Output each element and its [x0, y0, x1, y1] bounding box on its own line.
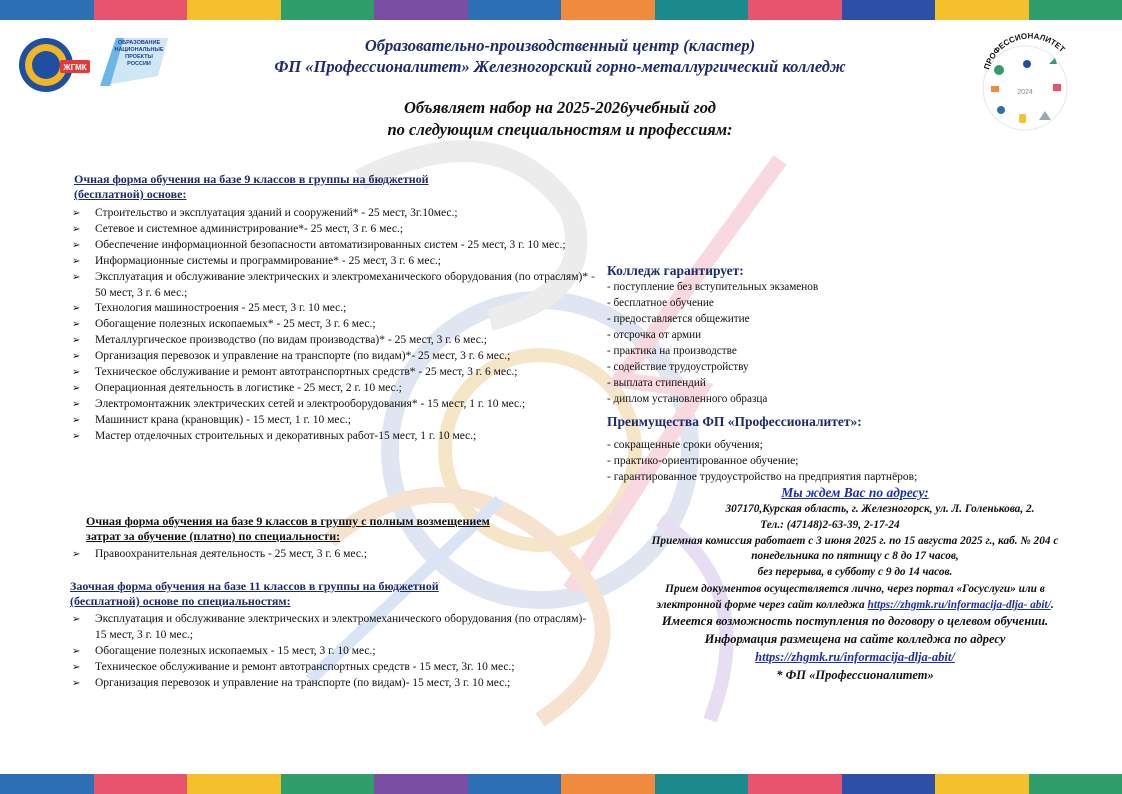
target-contract-line: Имеется возможность поступления по договору о целевом обучении. [661, 614, 1049, 628]
arrow-bullet-icon: ➢ [72, 351, 81, 363]
section3-item [70, 676, 595, 692]
footnote: * ФП «Профессионалитет» [776, 668, 934, 682]
section3-title-line1: Заочная форма обучения на базе 11 классов в группы на бюджетной [70, 579, 439, 593]
header-line-2: ФП «Профессионалитет» Железногорский горно-металлургический колледж [274, 57, 846, 76]
section1-list [70, 206, 600, 445]
guarantee-item: - практика на производстве [607, 345, 737, 357]
documents-line1: Прием документов осуществляется лично, через портал «Госуслуги» или в [665, 583, 1045, 595]
phone-line: Тел.: (47148)2-63-39, 2-17-24 [760, 519, 900, 531]
admission-hours-line1: Приемная комиссия работает с 3 июня 2025 г. по 15 августа 2025 г., каб. № 204 с [651, 535, 1059, 547]
section1-item-text: Машинист крана (крановщик) - 15 мест, 1 г. 10 мес.; [95, 413, 351, 426]
section1-title-line2: (бесплатной) основе: [74, 187, 187, 201]
section3-title-line2: (бесплатной) основе по специальностям: [70, 594, 291, 608]
header-line-1: Образовательно-производственный центр (кластер) [364, 36, 756, 55]
arrow-bullet-icon: ➢ [72, 303, 81, 315]
arrow-bullet-icon: ➢ [72, 414, 81, 426]
arrow-bullet-icon: ➢ [72, 319, 81, 331]
arrow-bullet-icon: ➢ [72, 335, 81, 347]
guarantee-item: - бесплатное обучение [607, 297, 714, 309]
section1-item [70, 238, 600, 254]
arrow-bullet-icon: ➢ [72, 614, 81, 625]
college-logo [16, 34, 92, 96]
stripe-segment [842, 774, 936, 794]
college-logo-text: ЖГМК [63, 63, 87, 72]
section1-title [74, 172, 429, 202]
section1-item [70, 222, 600, 238]
section1-item-text: Эксплуатация и обслуживание электрических и электромеханического оборудования (по отраслям)* - 50 мест, 3 г. 6 мес.; [95, 270, 595, 299]
stripe-segment [842, 0, 936, 20]
guarantee-list [607, 279, 818, 407]
arrow-bullet-icon: ➢ [72, 661, 81, 673]
arrow-bullet-icon: ➢ [72, 255, 81, 267]
section3-list [70, 612, 595, 692]
arrow-bullet-icon: ➢ [72, 677, 81, 689]
stripe-segment [748, 774, 842, 794]
top-color-stripe [0, 0, 1122, 20]
section1-item-text: Электромонтажник электрических сетей и электрооборудования* - 15 мест, 1 г. 10 мес.; [95, 397, 526, 410]
stripe-segment [935, 774, 1029, 794]
documents-line2: электронной форме через сайт колледжа https://zhgmk.ru/informacija-dlja- abit/. [656, 599, 1054, 611]
section3-item-text: Техническое обслуживание и ремонт автотранспортных средств - 15 мест, 3г. 10 мес.; [95, 660, 515, 673]
section3-item [70, 644, 595, 660]
stripe-segment [1029, 774, 1122, 794]
guarantee-item: - выплата стипендий [607, 377, 706, 389]
section3-title [70, 579, 439, 609]
info-site-line: Информация размещена на сайте колледжа по адресу [704, 632, 1006, 646]
advantage-item: - практико-ориентированное обучение; [607, 454, 799, 467]
guarantee-item: - содействие трудоустройству [607, 361, 749, 373]
advantage-item: - сокращенные сроки обучения; [607, 439, 763, 451]
section1-item-text: Обогащение полезных ископаемых* - 25 мест, 3 г. 6 мес.; [95, 318, 376, 331]
section1-item [70, 365, 600, 381]
stripe-segment [468, 0, 562, 20]
advantages-list [607, 438, 917, 485]
stripe-segment [561, 774, 655, 794]
guarantee-item: - отсрочка от армии [607, 329, 702, 341]
section2-title-line2: затрат за обучение (платно) по специальности: [86, 529, 341, 543]
stripe-segment [655, 0, 749, 20]
section1-item [70, 270, 600, 302]
advantages-title: Преимущества ФП «Профессионалитет»: [607, 414, 862, 429]
address-line: 307170,Курская область, г. Железногорск, ул. Л. Голенькова, 2. [725, 503, 1035, 515]
arrow-bullet-icon: ➢ [72, 367, 81, 379]
stripe-segment [187, 0, 281, 20]
section2-title-line1: Очная форма обучения на базе 9 классов в группу с полным возмещением [86, 514, 490, 528]
guarantee-item: - поступление без вступительных экзаменов [607, 281, 819, 293]
section1-item-text: Строительство и эксплуатация зданий и сооружений* - 25 мест, 3г.10мес.; [95, 207, 458, 219]
section2-item [70, 547, 600, 563]
site-link-wrap [595, 650, 1115, 665]
arrow-bullet-icon: ➢ [72, 223, 81, 235]
arrow-bullet-icon: ➢ [72, 398, 81, 410]
arrow-bullet-icon: ➢ [72, 430, 81, 442]
stripe-segment [281, 0, 375, 20]
advantage-item: - гарантированное трудоустройство на предприятия партнёров; [607, 470, 918, 483]
section1-item-text: Сетевое и системное администрирование*- 25 мест, 3 г. 6 мес.; [95, 222, 404, 235]
admission-hours-line2: понедельника по пятницу с 8 до 17 часов, [751, 550, 959, 562]
section3-item-text: Эксплуатация и обслуживание электрических и электромеханического оборудования (по отраслям)- 15 мест, 3 г. 10 мес.; [95, 613, 587, 641]
section1-item [70, 333, 600, 349]
section2-item-text: Правоохранительная деятельность - 25 мест, 3 г. 6 мес.; [95, 548, 367, 560]
documents-line2-text: электронной форме через сайт колледжа [656, 599, 865, 611]
section1-item-text: Операционная деятельность в логистике - 25 мест, 2 г. 10 мес.; [95, 381, 402, 394]
stripe-segment [748, 0, 842, 20]
section3-item-text: Организация перевозок и управление на транспорте (по видам)- 15 мест, 3 г. 10 мес.; [95, 676, 511, 689]
arrow-bullet-icon: ➢ [72, 271, 81, 283]
section1-item-text: Металлургическое производство (по видам производства)* - 25 мест, 3 г. 6 мес.; [95, 334, 487, 347]
section2-list [70, 547, 600, 563]
section1-item-text: Техническое обслуживание и ремонт автотранспортных средств* - 25 мест, 3 г. 6 мес.; [95, 366, 518, 379]
section1-item-text: Организация перевозок и управление на транспорте (по видам)*- 25 мест, 3 г. 6 мес.; [95, 350, 511, 363]
section2-title [86, 514, 490, 544]
professionalitet-logo [975, 30, 1085, 140]
stripe-segment [374, 0, 468, 20]
stripe-segment [1029, 0, 1122, 20]
professionalitet-logo-text: ПРОФЕССИОНАЛИТЕТ [982, 31, 1067, 71]
stripe-segment [0, 0, 94, 20]
announcement-line-2: по следующим специальностям и профессиям: [387, 120, 733, 139]
section1-item [70, 349, 600, 365]
section1-title-line1: Очная форма обучения на базе 9 классов в группы на бюджетной [74, 172, 429, 186]
stripe-segment [468, 774, 562, 794]
address-heading: Мы ждем Вас по адресу: [781, 485, 929, 500]
admission-hours-line3: без перерыва, в субботу с 9 до 14 часов. [757, 566, 953, 578]
arrow-bullet-icon: ➢ [72, 645, 81, 657]
section1-item [70, 429, 600, 445]
section1-item [70, 301, 600, 317]
section1-item-text: Мастер отделочных строительных и декоративных работ-15 мест, 1 г. 10 мес.; [95, 429, 477, 442]
section3-item [70, 660, 595, 676]
section1-item-text: Технология машиностроения - 25 мест, 3 г. 10 мес.; [95, 302, 347, 315]
section3-item [70, 612, 595, 644]
section1-item [70, 317, 600, 333]
guarantee-title: Колледж гарантирует: [607, 263, 744, 278]
guarantee-item: - предоставляется общежитие [607, 313, 750, 325]
arrow-bullet-icon: ➢ [72, 382, 81, 394]
arrow-bullet-icon: ➢ [72, 239, 81, 251]
national-projects-text: ОБРАЗОВАНИЕ НАЦИОНАЛЬНЫЕ ПРОЕКТЫ РОССИИ [114, 40, 164, 67]
stripe-segment [94, 774, 188, 794]
bottom-color-stripe [0, 774, 1122, 794]
professionalitet-logo-year: 2024 [1017, 89, 1033, 96]
section1-item [70, 206, 600, 222]
stripe-segment [561, 0, 655, 20]
stripe-segment [655, 774, 749, 794]
stripe-segment [94, 0, 188, 20]
national-projects-logo [98, 36, 170, 88]
stripe-segment [374, 774, 468, 794]
guarantee-item: - диплом установленного образца [607, 393, 768, 405]
section1-item [70, 381, 600, 397]
section1-item-text: Информационные системы и программирование* - 25 мест, 3 г. 6 мес.; [95, 254, 441, 267]
section1-item [70, 254, 600, 270]
section3-item-text: Обогащение полезных ископаемых - 15 мест, 3 г. 10 мес.; [95, 644, 376, 657]
section1-item [70, 397, 600, 413]
section1-item-text: Обеспечение информационной безопасности автоматизированных систем - 25 мест, 3 г. 10 мес.; [95, 238, 566, 251]
stripe-segment [935, 0, 1029, 20]
stripe-segment [281, 774, 375, 794]
section1-item [70, 413, 600, 429]
stripe-segment [187, 774, 281, 794]
site-link[interactable]: https://zhgmk.ru/informacija-dlja-abit/ [755, 650, 955, 664]
documents-link[interactable]: https://zhgmk.ru/informacija-dlja- abit/ [867, 599, 1051, 611]
arrow-bullet-icon: ➢ [72, 549, 81, 560]
stripe-segment [0, 774, 94, 794]
arrow-bullet-icon: ➢ [72, 208, 81, 219]
announcement-line-1: Объявляет набор на 2025-2026учебный год [404, 98, 716, 117]
